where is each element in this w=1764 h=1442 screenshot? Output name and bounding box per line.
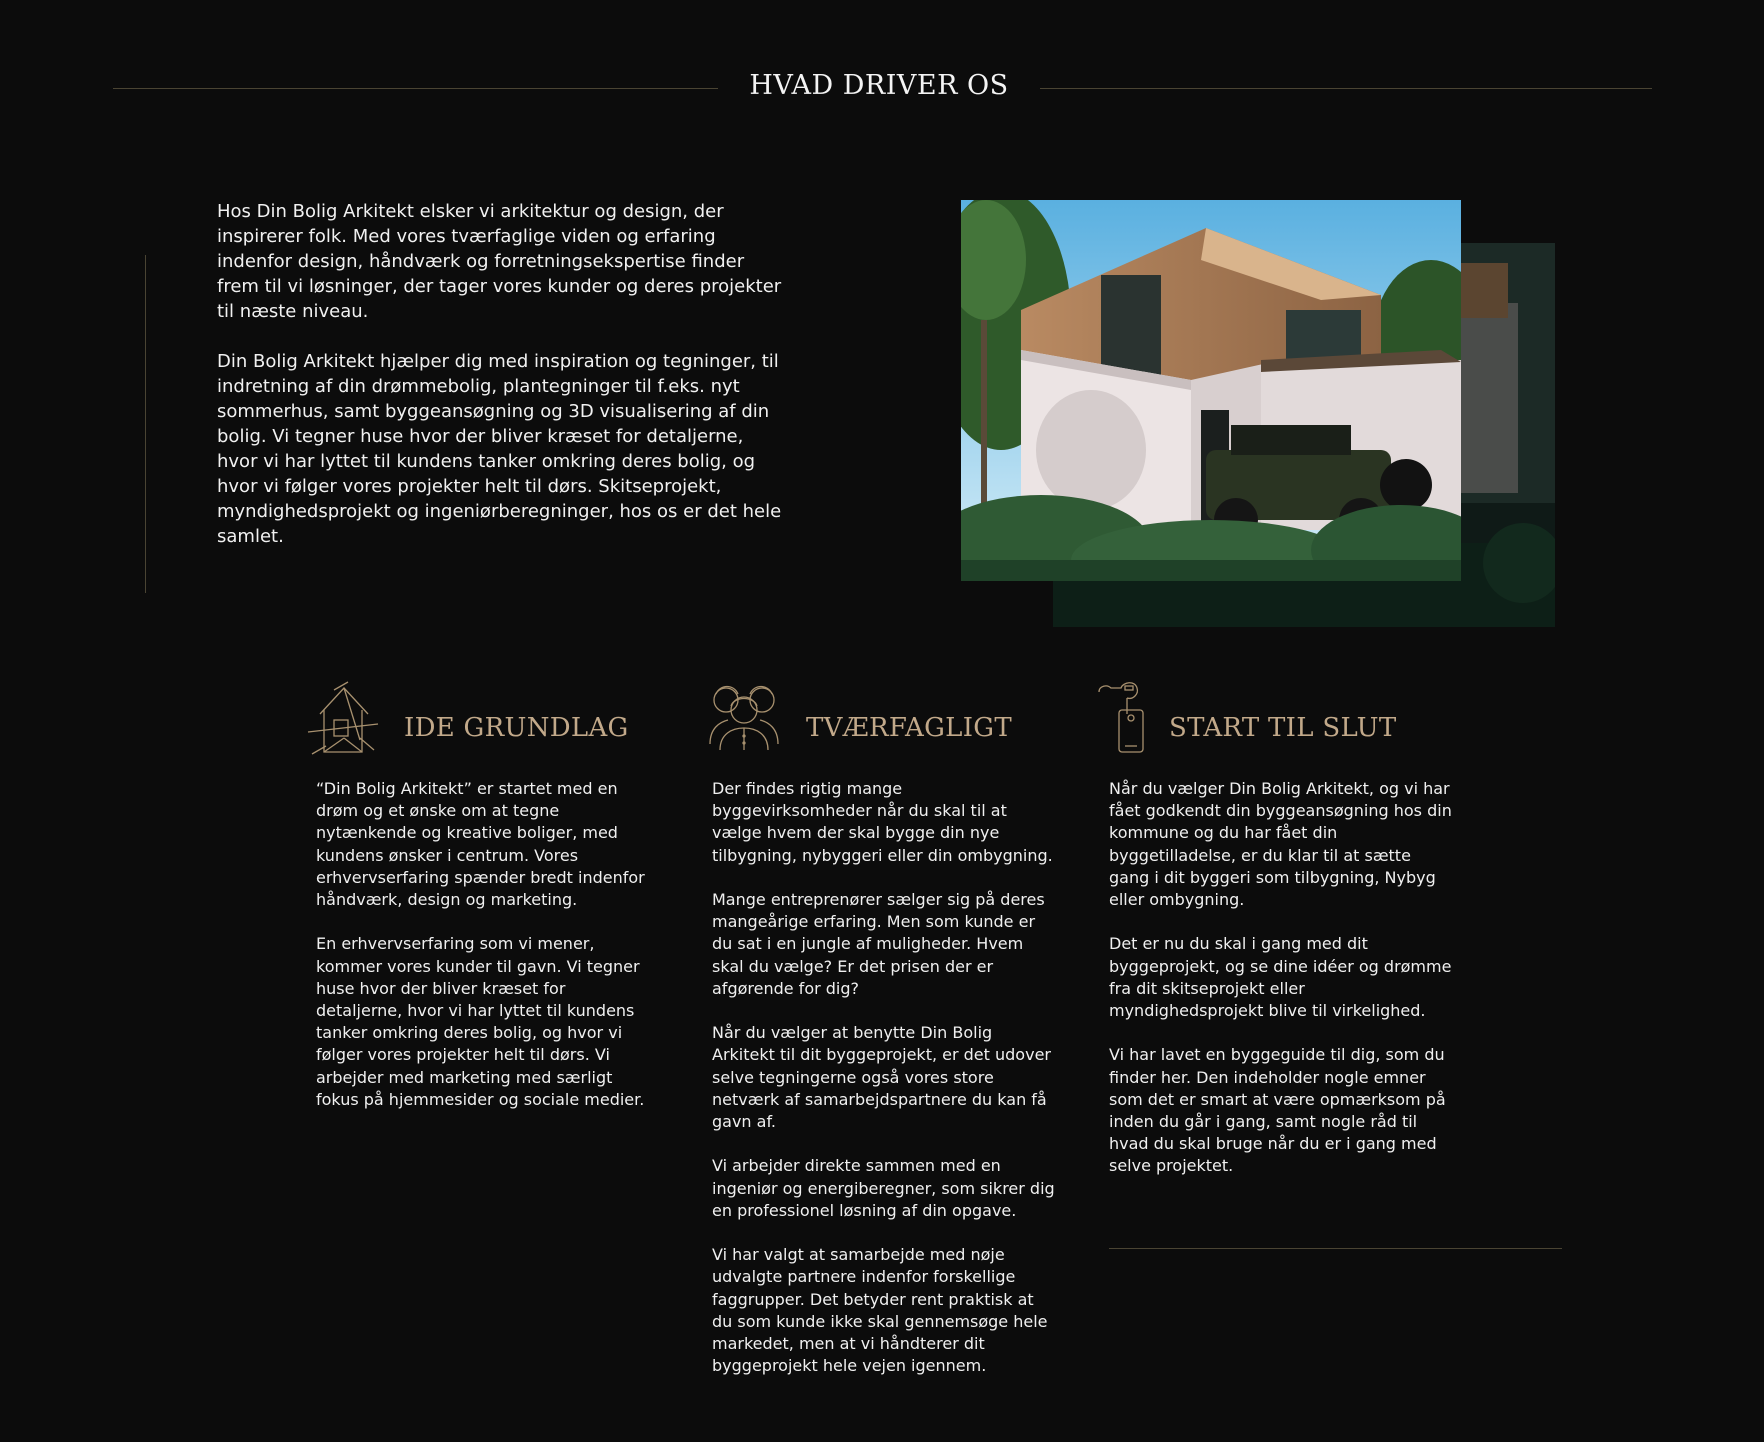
- feature-paragraph: Vi har valgt at samarbejde med nøje udvalgte partnere indenfor forskellige faggrupper. Det betyder rent praktisk at du som kunde ikke skal gennemsøge hele markedet, men at vi håndterer dit byggeprojekt hele vejen igennem.: [712, 1245, 1048, 1376]
- feature-body: [1109, 778, 1454, 1200]
- intro-accent-line: [145, 255, 146, 593]
- feature-title: IDE GRUNDLAG: [404, 713, 629, 743]
- feature-paragraph: Vi arbejder direkte sammen med en ingeniør og energiberegner, som sikrer dig en professionel løsning af din opgave.: [712, 1156, 1055, 1220]
- house-image: [961, 200, 1461, 581]
- title-rule-right: [1040, 88, 1652, 89]
- team-icon: [702, 680, 786, 756]
- intro-paragraph: Din Bolig Arkitekt hjælper dig med inspiration og tegninger, til indretning af din drømmebolig, plantegninger til f.eks. nyt sommerhus, samt byggeansøgning og 3D visualisering af din bolig. Vi tegner huse hvor der bliver kræset for detaljerne, hvor vi har lyttet til kundens tanker omkring deres bolig, og hvor vi følger vores projekter helt til dørs. Skitseprojekt, myndighedsprojekt og ingeniørberegninger, hos os er det hele samlet.: [217, 351, 782, 547]
- title-rule-left: [113, 88, 718, 89]
- intro-paragraph: Hos Din Bolig Arkitekt elsker vi arkitektur og design, der inspirerer folk. Med vores tværfaglige viden og erfaring indenfor design, håndværk og forretningsekspertise finder frem til vi løsninger, der tager vores kunder og deres projekter til næste niveau.: [217, 201, 782, 322]
- feature-title: TVÆRFAGLIGT: [806, 713, 1012, 743]
- feature-paragraph: Vi har lavet en byggeguide til dig, som du finder her. Den indeholder nogle emner som det er smart at være opmærksom på inden du går i gang, samt nogle råd til hvad du skal bruge når du er i gang med selve projektet.: [1109, 1045, 1446, 1176]
- house-sketch-icon: [304, 680, 382, 764]
- feature-paragraph: Der findes rigtig mange byggevirksomheder når du skal til at vælge hvem der skal bygge din nye tilbygning, nybyggeri eller din ombygning.: [712, 779, 1053, 865]
- key-tag-icon: [1097, 680, 1149, 760]
- feature-paragraph: Når du vælger Din Bolig Arkitekt, og vi har fået godkendt din byggeansøgning hos din kommune og du har fået din byggetilladelse, er du klar til at sætte gang i dit byggeri som tilbygning, Nybyg eller ombygning.: [1109, 779, 1452, 910]
- feature-paragraph: Når du vælger at benytte Din Bolig Arkitekt til dit byggeprojekt, er det udover selve tegningerne også vores store netværk af samarbejdspartnere du kan få gavn af.: [712, 1023, 1051, 1132]
- section-title: HVAD DRIVER OS: [749, 70, 1009, 101]
- feature-body: [712, 778, 1057, 1400]
- feature-title: START TIL SLUT: [1169, 713, 1397, 743]
- feature-paragraph: Mange entreprenører sælger sig på deres mangeårige erfaring. Men som kunde er du sat i en jungle af muligheder. Hvem skal du vælge? Er det prisen der er afgørende for dig?: [712, 890, 1045, 998]
- feature-paragraph: En erhvervserfaring som vi mener, kommer vores kunder til gavn. Vi tegner huse hvor der bliver kræset for detaljerne, hvor vi har lyttet til kundens tanker omkring deres bolig, og hvor vi følger vores projekter helt til dørs. Vi arbejder med marketing med særligt fokus på hjemmesider og sociale medier.: [316, 934, 645, 1109]
- feature-paragraph: “Din Bolig Arkitekt” er startet med en drøm og et ønske om at tegne nytænkende og kreative boliger, med kundens ønsker i centrum. Vores erhvervserfaring spænder bredt indenfor håndværk, design og marketing.: [316, 779, 645, 910]
- feature-divider: [1109, 1248, 1562, 1249]
- feature-paragraph: Det er nu du skal i gang med dit byggeprojekt, og se dine idéer og drømme fra dit skitseprojekt eller myndighedsprojekt blive til virkelighed.: [1109, 934, 1452, 1021]
- feature-body: [316, 778, 656, 1133]
- intro-text: [217, 199, 789, 574]
